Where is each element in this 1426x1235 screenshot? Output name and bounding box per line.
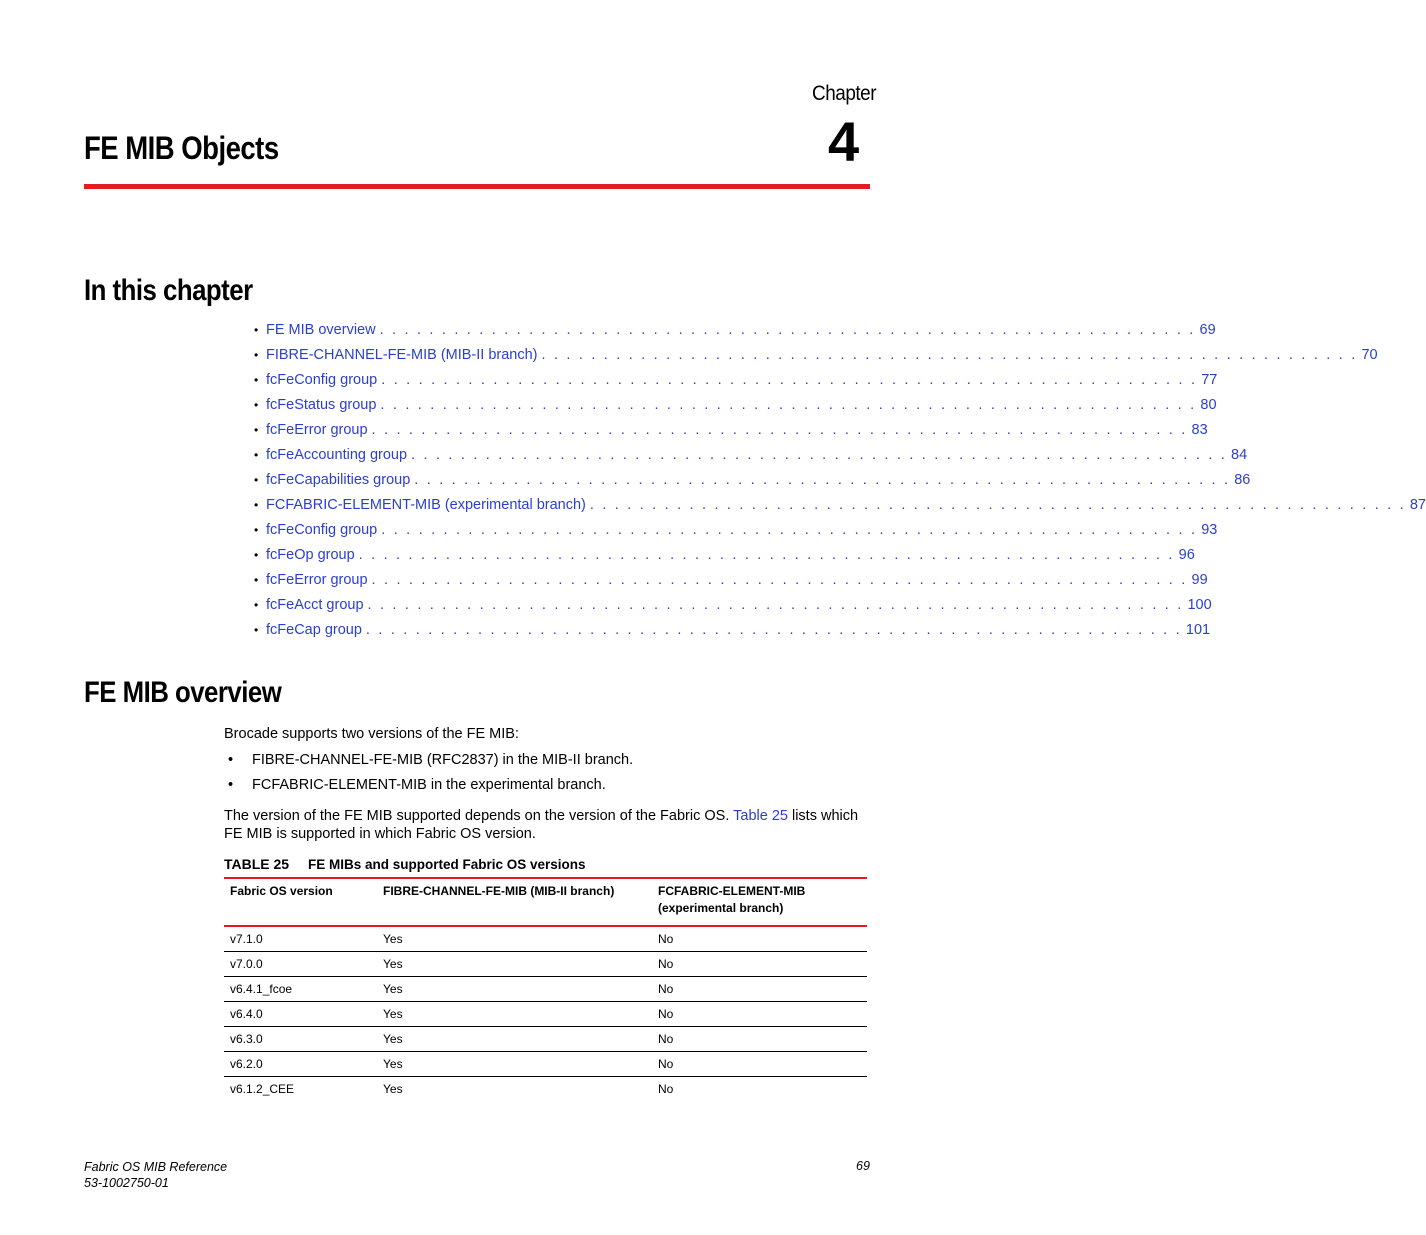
toc-link[interactable]: FE MIB overview — [266, 322, 376, 338]
toc-page-link[interactable]: 83 — [1191, 422, 1208, 438]
toc-link[interactable]: fcFeCapabilities group — [266, 472, 411, 488]
bullet-icon: • — [254, 348, 259, 362]
table-cell: No — [652, 952, 867, 977]
toc-list — [254, 322, 1426, 647]
fe-mib-table — [224, 877, 867, 1101]
toc-leader: . . . . . . . . . . . . . . . . . . . . . . . . . . . . . . . . . . . . . . . . . . . . . . . . . . . . . . . . . . . . . . . . . . — [541, 347, 1358, 363]
section-heading: FE MIB overview — [84, 676, 282, 709]
table-cell: Yes — [377, 1027, 652, 1052]
toc-leader: . . . . . . . . . . . . . . . . . . . . . . . . . . . . . . . . . . . . . . . . . . . . . . . . . . . . . . . . . . . . . . . . . . — [414, 472, 1231, 488]
footer-doc-number: 53-1002750-01 — [84, 1176, 169, 1190]
table-cell: Yes — [377, 952, 652, 977]
toc-leader: . . . . . . . . . . . . . . . . . . . . . . . . . . . . . . . . . . . . . . . . . . . . . . . . . . . . . . . . . . . . . . . . . . — [381, 522, 1198, 538]
toc-link[interactable]: FCFABRIC-ELEMENT-MIB (experimental branch) — [266, 497, 586, 513]
bullet-icon: • — [254, 373, 259, 387]
chapter-label: Chapter — [812, 82, 877, 105]
toc-link[interactable]: fcFeCap group — [266, 622, 362, 638]
table-number: TABLE 25 — [224, 856, 290, 872]
table-cell: Yes — [377, 1002, 652, 1027]
toc-link[interactable]: fcFeConfig group — [266, 372, 378, 388]
table-cell: v6.4.1_fcoe — [224, 977, 377, 1002]
toc-page-link[interactable]: 80 — [1200, 397, 1217, 413]
toc-link[interactable]: fcFeAccounting group — [266, 447, 408, 463]
toc-item[interactable] — [254, 522, 1218, 547]
column-header: FIBRE-CHANNEL-FE-MIB (MIB-II branch) — [383, 884, 615, 898]
footer-doc-title: Fabric OS MIB Reference — [84, 1160, 228, 1174]
table-row — [224, 1052, 867, 1077]
toc-link[interactable]: fcFeConfig group — [266, 522, 378, 538]
table-row — [224, 1002, 867, 1027]
toc-page-link[interactable]: 101 — [1185, 622, 1211, 638]
chapter-number: 4 — [828, 110, 860, 173]
toc-link[interactable]: fcFeOp group — [266, 547, 355, 563]
footer-left — [84, 1159, 227, 1191]
toc-page-link[interactable]: 87 — [1409, 497, 1426, 513]
bullet-icon: • — [254, 323, 259, 337]
table-cell: Yes — [383, 1082, 403, 1096]
footer-page-number: 69 — [856, 1159, 870, 1173]
list-item: • FCFABRIC-ELEMENT-MIB in the experimental branch. — [224, 777, 633, 802]
toc-page-link[interactable]: 84 — [1231, 447, 1248, 463]
table-cell: No — [652, 977, 867, 1002]
table-cell: Yes — [377, 977, 652, 1002]
list-item: • FIBRE-CHANNEL-FE-MIB (RFC2837) in the MIB-II branch. — [224, 752, 633, 777]
toc-leader: . . . . . . . . . . . . . . . . . . . . . . . . . . . . . . . . . . . . . . . . . . . . . . . . . . . . . . . . . . . . . . . . . . — [371, 572, 1188, 588]
table-cell: v6.4.0 — [224, 1002, 377, 1027]
toc-item[interactable] — [254, 347, 1378, 372]
toc-page-link[interactable]: 93 — [1201, 522, 1218, 538]
toc-leader: . . . . . . . . . . . . . . . . . . . . . . . . . . . . . . . . . . . . . . . . . . . . . . . . . . . . . . . . . . . . . . . . . . — [365, 622, 1182, 638]
table-title: FE MIBs and supported Fabric OS versions — [308, 857, 586, 872]
toc-link[interactable]: fcFeError group — [266, 422, 368, 438]
table-cell: Yes — [377, 1052, 652, 1077]
intro-paragraph: Brocade supports two versions of the FE MIB: — [224, 726, 519, 742]
toc-link[interactable]: fcFeStatus group — [266, 397, 377, 413]
table-cell: v7.0.0 — [224, 952, 377, 977]
table-row — [224, 977, 867, 1002]
bullet-icon: • — [228, 777, 234, 793]
bullet-list — [224, 752, 633, 802]
toc-link[interactable]: FIBRE-CHANNEL-FE-MIB (MIB-II branch) — [266, 347, 538, 363]
toc-page-link[interactable]: 100 — [1187, 597, 1212, 613]
title-rule — [84, 184, 870, 189]
toc-leader: . . . . . . . . . . . . . . . . . . . . . . . . . . . . . . . . . . . . . . . . . . . . . . . . . . . . . . . . . . . . . . . . . . — [367, 597, 1184, 613]
toc-heading: In this chapter — [84, 274, 253, 307]
toc-page-link[interactable]: 69 — [1199, 322, 1216, 338]
toc-item[interactable] — [254, 397, 1217, 422]
bullet-icon: • — [254, 548, 259, 562]
toc-item[interactable] — [254, 572, 1208, 597]
toc-item[interactable] — [254, 372, 1218, 397]
toc-item[interactable] — [254, 322, 1216, 347]
toc-page-link[interactable]: 96 — [1178, 547, 1195, 563]
toc-item[interactable] — [254, 497, 1426, 522]
toc-item[interactable] — [254, 597, 1212, 622]
table-cell: No — [652, 1002, 867, 1027]
page-title: FE MIB Objects — [84, 130, 279, 166]
table-25-link[interactable]: Table 25 — [733, 808, 788, 824]
bullet-icon: • — [254, 623, 259, 637]
toc-leader: . . . . . . . . . . . . . . . . . . . . . . . . . . . . . . . . . . . . . . . . . . . . . . . . . . . . . . . . . . . . . . . . . . — [380, 397, 1197, 413]
toc-page-link[interactable]: 70 — [1361, 347, 1378, 363]
toc-item[interactable] — [254, 622, 1211, 647]
toc-leader: . . . . . . . . . . . . . . . . . . . . . . . . . . . . . . . . . . . . . . . . . . . . . . . . . . . . . . . . . . . . . . . . . . — [589, 497, 1406, 513]
toc-link[interactable]: fcFeAcct group — [266, 597, 364, 613]
bullet-icon: • — [254, 448, 259, 462]
toc-leader: . . . . . . . . . . . . . . . . . . . . . . . . . . . . . . . . . . . . . . . . . . . . . . . . . . . . . . . . . . . . . . . . . . — [411, 447, 1228, 463]
bullet-icon: • — [254, 523, 259, 537]
table-header-row — [224, 878, 867, 926]
column-header: Fabric OS version — [230, 884, 333, 898]
bullet-icon: • — [254, 598, 259, 612]
toc-item[interactable] — [254, 547, 1195, 572]
table-cell: Yes — [377, 926, 652, 952]
toc-item[interactable] — [254, 422, 1208, 447]
column-header: FCFABRIC-ELEMENT-MIB (experimental branch) — [658, 884, 806, 915]
bullet-icon: • — [254, 398, 259, 412]
table-row — [224, 926, 867, 952]
bullet-icon: • — [254, 473, 259, 487]
table-cell: v7.1.0 — [224, 926, 377, 952]
table-row — [224, 1027, 867, 1052]
toc-page-link[interactable]: 86 — [1234, 472, 1251, 488]
bullet-icon: • — [254, 573, 259, 587]
bullet-icon: • — [228, 752, 234, 768]
table-cell: v6.2.0 — [224, 1052, 377, 1077]
table-row — [224, 952, 867, 977]
table-row — [224, 1077, 867, 1102]
table-caption — [224, 856, 586, 872]
table-cell: No — [652, 1052, 867, 1077]
toc-item[interactable] — [254, 447, 1248, 472]
toc-page-link[interactable]: 77 — [1201, 372, 1218, 388]
table-cell: v6.1.2_CEE — [230, 1082, 295, 1096]
toc-leader: . . . . . . . . . . . . . . . . . . . . . . . . . . . . . . . . . . . . . . . . . . . . . . . . . . . . . . . . . . . . . . . . . . — [379, 322, 1196, 338]
toc-leader: . . . . . . . . . . . . . . . . . . . . . . . . . . . . . . . . . . . . . . . . . . . . . . . . . . . . . . . . . . . . . . . . . . — [371, 422, 1188, 438]
toc-link[interactable]: fcFeError group — [266, 572, 368, 588]
toc-leader: . . . . . . . . . . . . . . . . . . . . . . . . . . . . . . . . . . . . . . . . . . . . . . . . . . . . . . . . . . . . . . . . . . — [381, 372, 1198, 388]
bullet-icon: • — [254, 498, 259, 512]
bullet-icon: • — [254, 423, 259, 437]
table-cell: No — [652, 1027, 867, 1052]
table-cell: No — [658, 1082, 674, 1096]
toc-leader: . . . . . . . . . . . . . . . . . . . . . . . . . . . . . . . . . . . . . . . . . . . . . . . . . . . . . . . . . . . . . . . . . . — [358, 547, 1175, 563]
version-paragraph: The version of the FE MIB supported depends on the version of the Fabric OS. Table 25 lists which FE MIB is supported in which Fabric OS version. — [224, 808, 859, 842]
toc-page-link[interactable]: 99 — [1191, 572, 1208, 588]
table-cell: v6.3.0 — [224, 1027, 377, 1052]
toc-item[interactable] — [254, 472, 1251, 497]
table-cell: No — [652, 926, 867, 952]
